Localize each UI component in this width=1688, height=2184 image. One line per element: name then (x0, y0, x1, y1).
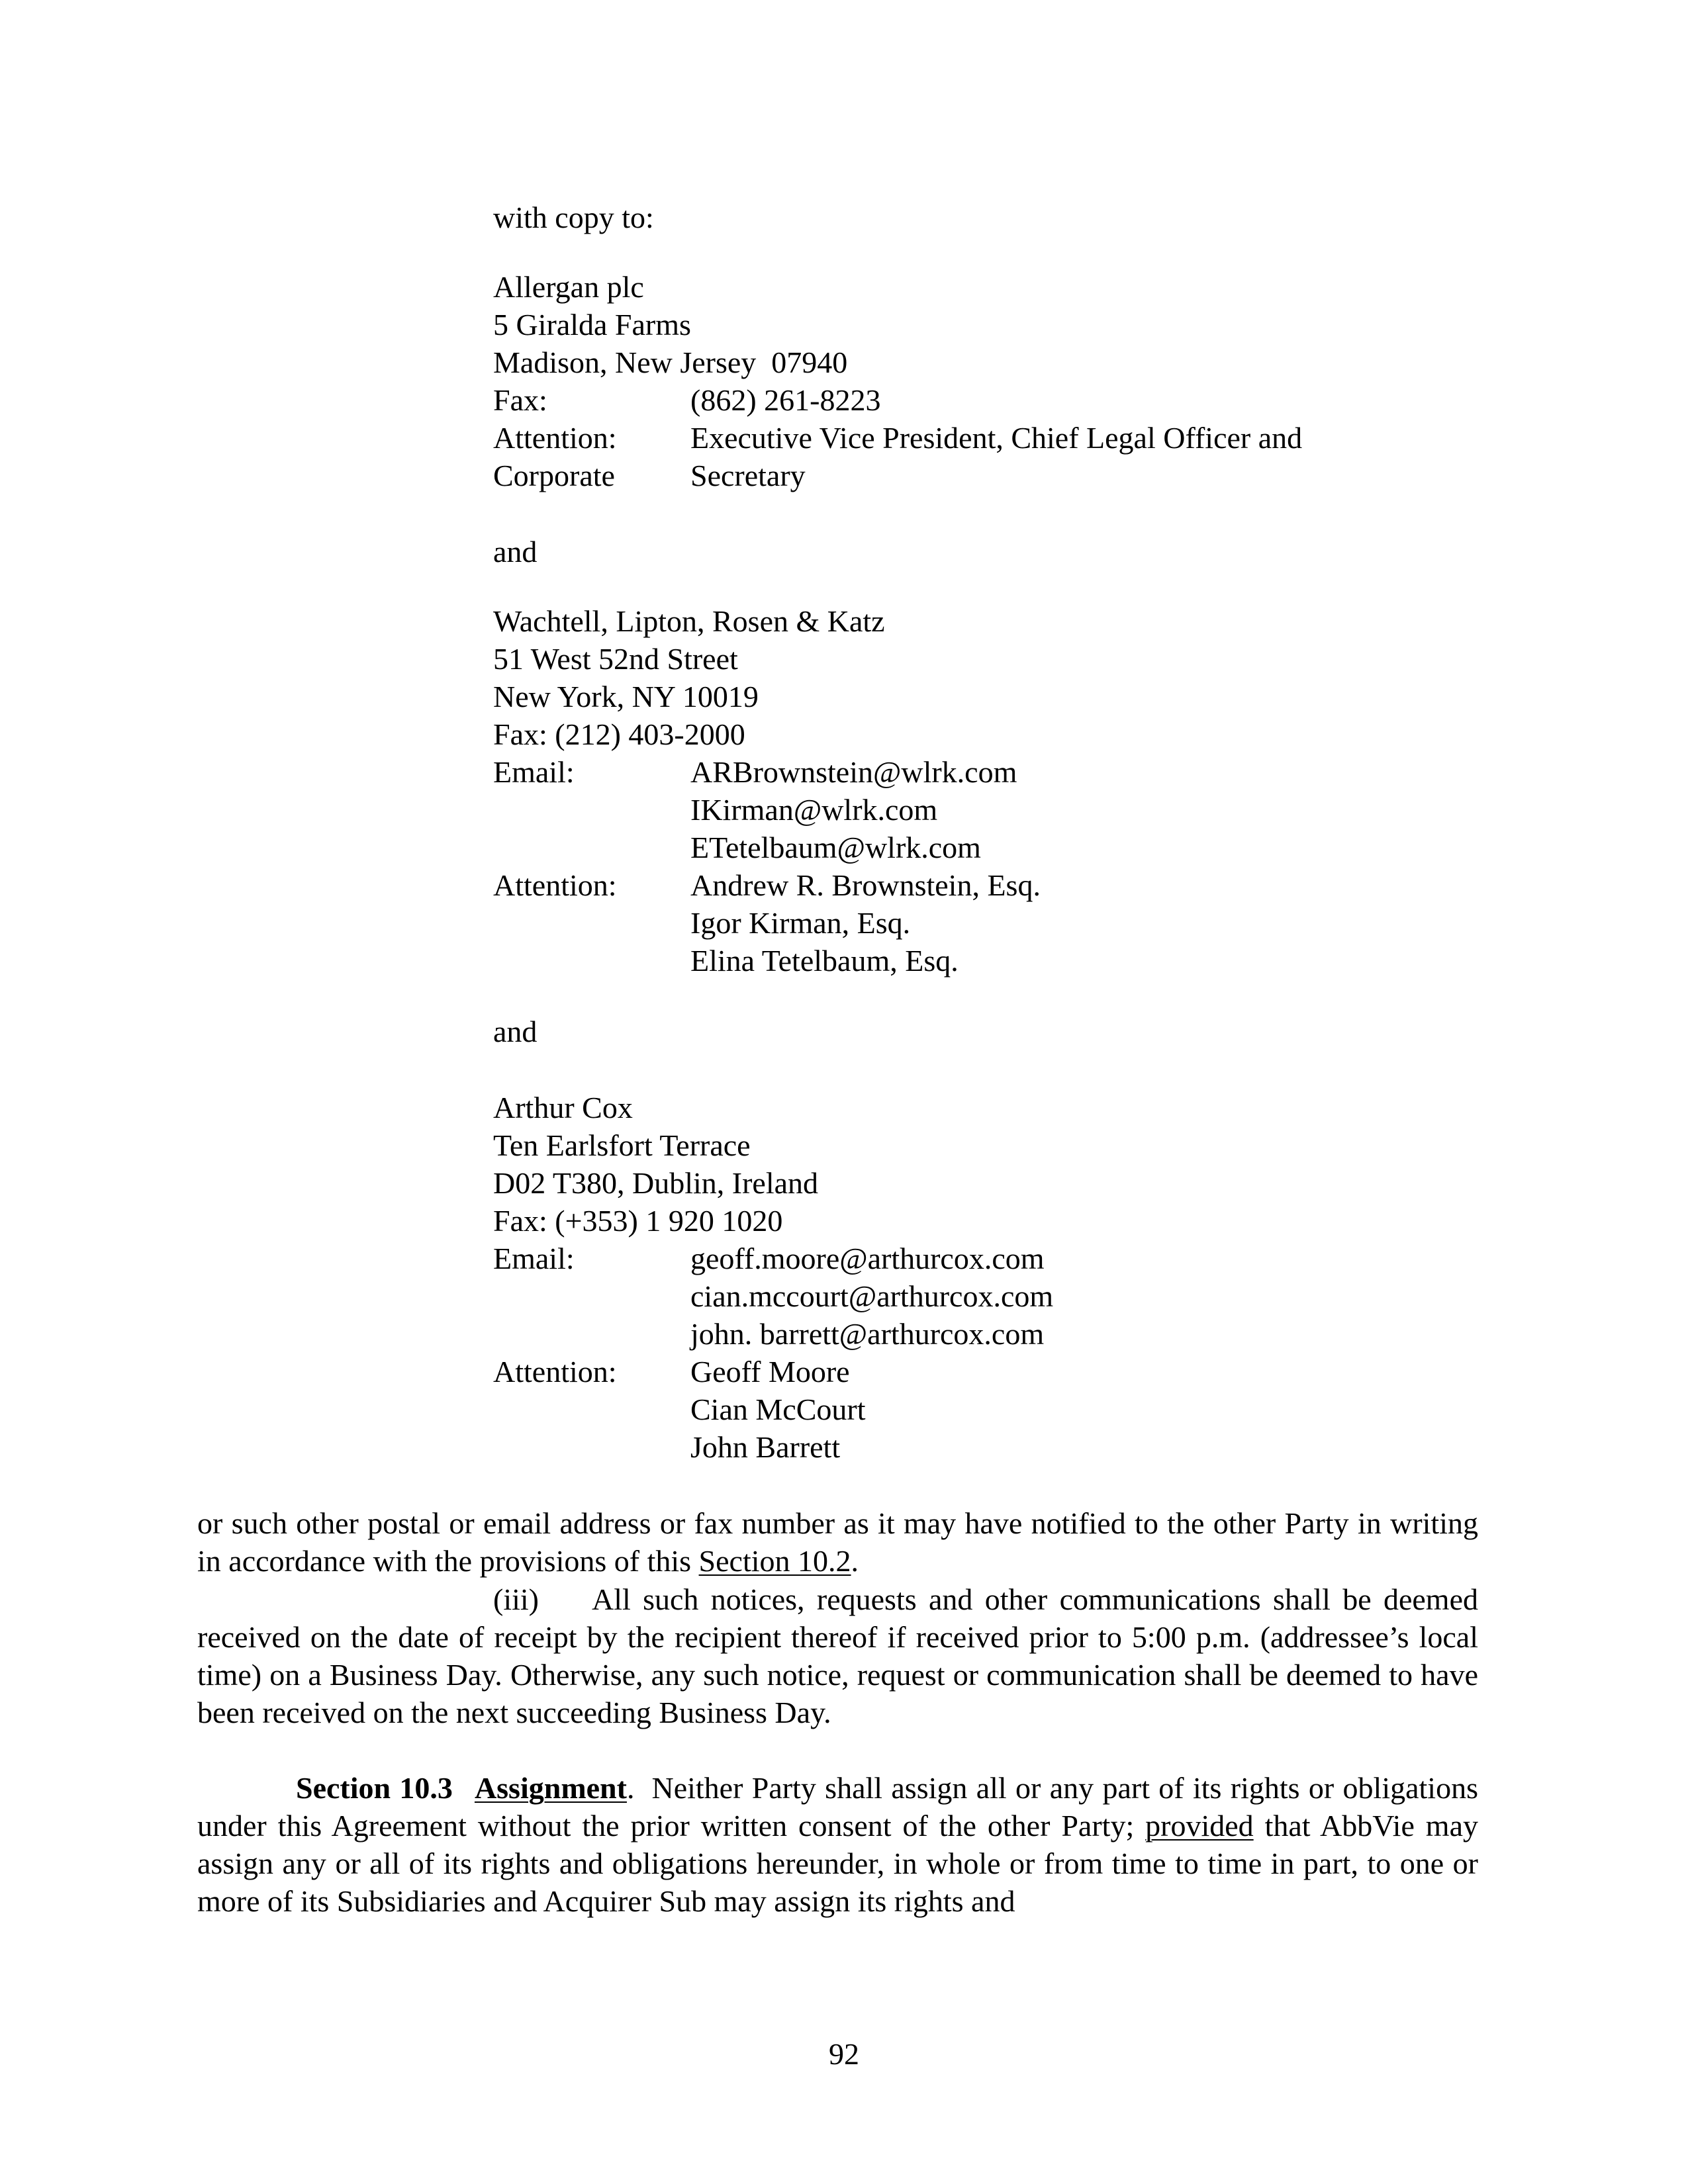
arthur-cox-email: geoff.moore@arthurcox.com (690, 1242, 1045, 1275)
clause-iii-marker: (iii) (493, 1582, 539, 1616)
closing-paragraph-period: . (851, 1544, 859, 1578)
allergan-address-line-2: Madison, New Jersey 07940 (493, 345, 848, 379)
wachtell-email: ETetelbaum@wlrk.com (690, 831, 981, 864)
allergan-attention-continuation-left: Corporate (493, 459, 615, 492)
closing-paragraph (197, 1504, 1478, 1580)
clause-iii-text: All such notices, requests and other communications shall be deemed received on the date of receipt by the recipient thereof if received prior to 5:00 p.m. (addressee’s local time) on a Business Day. Otherwise, any such notice, request or communication shall be deemed to have been received on the next succeeding Business Day. (197, 1582, 1478, 1729)
arthur-cox-attention-name: John Barrett (690, 1430, 841, 1464)
wachtell-attention-label: Attention: (493, 868, 617, 902)
arthur-cox-fax: Fax: (+353) 1 920 1020 (493, 1204, 783, 1238)
wachtell-attention-name: Andrew R. Brownstein, Esq. (690, 868, 1041, 902)
allergan-attention-value: Executive Vice President, Chief Legal Officer and (690, 421, 1303, 455)
with-copy-to-label: with copy to: (493, 201, 654, 234)
arthur-cox-address-line-1: Ten Earlsfort Terrace (493, 1128, 751, 1162)
wachtell-address-line-2: New York, NY 10019 (493, 680, 759, 713)
arthur-cox-address-line-2: D02 T380, Dublin, Ireland (493, 1166, 819, 1200)
arthur-cox-attention-name: Cian McCourt (690, 1392, 866, 1426)
arthur-cox-email: cian.mccourt@arthurcox.com (690, 1279, 1054, 1313)
section-10-3-number: Section 10.3 (296, 1771, 453, 1805)
section-10-2-reference: Section 10.2 (698, 1544, 851, 1578)
wachtell-attention-name: Elina Tetelbaum, Esq. (690, 944, 959, 978)
arthur-cox-email: john. barrett@arthurcox.com (690, 1317, 1045, 1351)
section-10-3-text-continued: that AbbVie may assign any or all of its rights and obligations hereunder, in whole or from time to time in part, to one or more of its Subsidiaries and Acquirer Sub may assign its rights and (197, 1809, 1478, 1918)
clause-iii-paragraph (197, 1580, 1478, 1731)
arthur-cox-attention-name: Geoff Moore (690, 1355, 850, 1388)
closing-paragraph-text: or such other postal or email address or fax number as it may have notified to the other Party in writing in accordance with the provisions of this (197, 1506, 1478, 1578)
wachtell-email: IKirman@wlrk.com (690, 793, 938, 827)
section-10-3-title: Assignment (474, 1771, 627, 1805)
conjunction-and: and (493, 1015, 538, 1048)
allergan-attention-continuation-right: Secretary (690, 459, 806, 492)
wachtell-attention-name: Igor Kirman, Esq. (690, 906, 911, 940)
wachtell-email: ARBrownstein@wlrk.com (690, 755, 1017, 789)
page-number: 92 (829, 2037, 859, 2071)
wachtell-name: Wachtell, Lipton, Rosen & Katz (493, 604, 885, 638)
wachtell-email-label: Email: (493, 755, 575, 789)
arthur-cox-name: Arthur Cox (493, 1091, 633, 1124)
allergan-attention-label: Attention: (493, 421, 617, 455)
allergan-fax-value: (862) 261-8223 (690, 383, 881, 417)
section-10-3-paragraph (197, 1769, 1478, 1920)
arthur-cox-email-label: Email: (493, 1242, 575, 1275)
wachtell-fax: Fax: (212) 403-2000 (493, 717, 745, 751)
wachtell-address-line-1: 51 West 52nd Street (493, 642, 738, 676)
conjunction-and: and (493, 535, 538, 569)
section-10-3-text: Neither Party shall assign all or any part of its rights or obligations under this Agreement without the prior written consent of the other Party; (197, 1771, 1478, 1843)
allergan-address-line-1: 5 Giralda Farms (493, 308, 691, 341)
provided-term: provided (1145, 1809, 1254, 1843)
section-10-3-title-punct: . (626, 1771, 635, 1805)
allergan-name: Allergan plc (493, 270, 644, 304)
arthur-cox-attention-label: Attention: (493, 1355, 617, 1388)
allergan-fax-label: Fax: (493, 383, 547, 417)
